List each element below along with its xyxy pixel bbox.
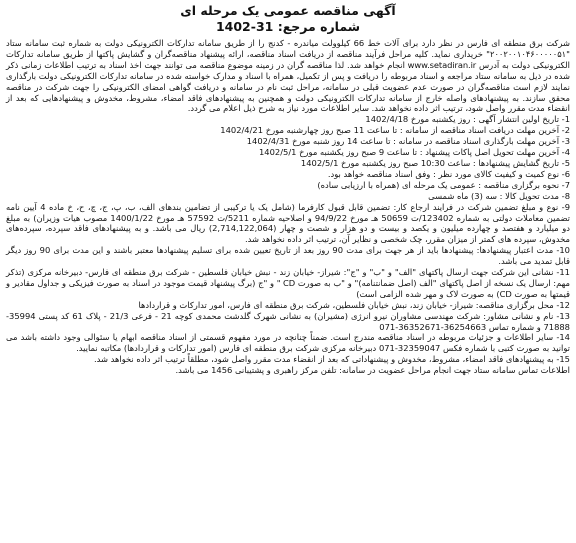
- reference-number: شماره مرجع: 31-1402: [215, 19, 361, 34]
- item-consultant: 13- نام و نشانی مشاور: شرکت مهندسی مشاوران نیرو انرژی (مشیران) به نشانی شهرک گلدشت محمدی کوچه 21 - فرعی 21/3 - پلاک 61 کد پستی 35994-71888 و شماره تماس 36254663-36352671-071: [6, 310, 570, 332]
- item-envelope-address: 11- نشانی این شرکت جهت ارسال پاکتهای "الف" و "ب" و "ج": شیراز- خیابان زند - نبش خیابان فلسطین - شرکت برق منطقه ای فارس- دبیرخانه مرکزی (تذکر مهم: ارسال یک نسخه از اصل پاکتهای "الف (اصل ضمانتنامه)" و "ب به صورت CD " و "ج (برگ پیشنهاد قیمت موجود در اسناد به صورت فیزیکی و جداول مقادیر و قیمتها به صورت CD) به صورت لاک و مهر شده الزامی است): [6, 267, 570, 299]
- tender-notice: [0, 3, 576, 543]
- item-upload-deadline: 3- آخرین مهلت بارگذاری اسناد مناقصه در سامانه : تا ساعت 14 روز شنبه مورخ 1402/4/31: [246, 136, 570, 147]
- item-validity: 10- مدت اعتبار پیشنهادها: پیشنهادها باید از هر جهت برای مدت 90 روز بعد از تاریخ تعیین شده برای تسلیم پیشنهادها معتبر باشند و این مدت برای 90 روز دیگر قابل تمدید می باشد.: [6, 245, 570, 267]
- item-guarantee: 9- نوع و مبلغ تضمین شرکت در فرایند ارجاع کار: تضمین قابل قبول کارفرما (شامل یک یا ترکیبی از تضامین بندهای الف، ب، پ، ج، چ، ح، خ ماده 4 آیین نامه تضمین معاملات دولتی به شماره 123402/ت 50659 هـ مورخ 94/9/22 و اصلاحیه شماره 5211/ت 57592 هـ مورخ 1400/1/22 مصوب هیات وزیران) به مبلغ دو میلیارد و هفتصد و چهارده میلیون و یکصد و بیست و دو هزار و شصت و چهار (2,714,122,064) ریال می باشد. و به پیشنهادهای فاقد سپرده، سپرده‌های مخدوش، سپرده های کمتر از میزان مقرر، چک شخصی و نظایر آن، ترتیب اثر داده نخواهد شد.: [6, 201, 571, 245]
- intro-paragraph: شرکت برق منطقه ای فارس در نظر دارد برای آلات خط 66 کیلوولت میاندره - کدنج را از طریق سامانه تدارکات الکترونیکی دولت به شماره ثبت سامانه ستاد "۲۰۰۲۰۰۱۰۴۶۰۰۰۰۰۵۱" خریداری نماید. کلیه مراحل فرآیند مناقصه از دریافت اسناد مناقصه، ارائه پیشنهاد مناقصه‌گران و گشایش پاکتها از طریق سامانه تدارکات الکترونیکی دولت به آدرس www.setadiran.ir انجام خواهد شد. لذا مناقصه گران در زمینه موضوع مناقصه می توانند جهت اخذ اسناد به ترتیب اطلاعات زمانی ذکر شده در ذیل به سامانه ستاد مراجعه و اسناد مربوطه را دریافت و پس از تکمیل، همراه با اسناد و مدارک خواسته شده در سامانه تدارکات الکترونیکی دولت بارگذاری نمایند لازم است مناقصه‌گران در صورت عدم عضویت قبلی در سامانه، مراحل ثبت نام در سامانه و دریافت گواهی امضای الکترونیکی را جهت شرکت در مناقصه محقق سازند. به پیشنهادهای واصله خارج از سامانه تدارکات الکترونیکی دولت و همچنین به پیشنهادهای فاقد امضاء، مشروط، مخدوش و پیشنهادهایی که بعد از انقضاء مدت مقرر واصل شود، ترتیب اثر داده نخواهد شد. سایر اطلاعات مورد نیاز به شرح ذیل اعلام می گردد.: [6, 38, 570, 114]
- notice-title: آگهی مناقصه عمومی یک مرحله ای: [180, 3, 396, 18]
- notice-body: [6, 38, 570, 376]
- item-opening-date: 5- تاریخ گشایش پیشنهادها : ساعت 10:30 صبح روز یکشنبه مورخ 1402/5/1: [300, 157, 570, 168]
- item-delivery-deadline: 4- آخرین مهلت تحویل اصل پاکات پیشنهاد : تا ساعت 9 صبح روز یکشنبه مورخ 1402/5/1: [259, 147, 570, 158]
- item-invalid-bids: 15- به پیشنهادهای فاقد امضاء، مشروط، مخدوش و پیشنهاداتی که بعد از انقضاء مدت مقرر واصل شود، مطلقاً ترتیب اثر داده نخواهد شد.: [93, 354, 570, 365]
- item-goods-quality: 6- نوع کمیت و کیفیت کالای مورد نظر : وفق اسناد مناقصه خواهد بود.: [327, 168, 570, 179]
- item-delivery-period: 8- مدت تحویل کالا : سه (3) ماه شمسی: [428, 190, 570, 201]
- item-further-info: 14- سایر اطلاعات و جزئیات مربوطه در اسناد مناقصه مندرج است. ضمناً چنانچه در مورد مفهوم قسمتی از اسناد مناقصه ابهام یا سئوالی وجود داشته باشد می توانید به صورت کتبی با شماره فکس 32359047-071 دبیرخانه مرکزی شرکت برق منطقه ای فارس (امور تدارکات و قراردادها) مکاتبه نمایید.: [6, 332, 570, 354]
- item-venue: 12- محل برگزاری مناقصه: شیراز- خیابان زند، نبش خیابان فلسطین، شرکت برق منطقه ای فارس، امور تدارکات و قراردادها: [138, 299, 570, 310]
- item-document-deadline: 2- آخرین مهلت دریافت اسناد مناقصه از سامانه : تا ساعت 11 صبح روز چهارشنبه مورخ 1402/4/21: [220, 125, 570, 136]
- contact-info: اطلاعات تماس سامانه ستاد جهت انجام مراحل عضویت در سامانه: تلفن مرکز راهبری و پشتیبانی 1456 می باشد.: [175, 365, 570, 376]
- item-publish-date: 1- تاریخ اولین انتشار آگهی : روز یکشنبه مورخ 1402/4/18: [365, 114, 570, 125]
- item-tender-method: 7- نحوه برگزاری مناقصه : عمومی یک مرحله ای (همراه با ارزیابی ساده): [317, 179, 570, 190]
